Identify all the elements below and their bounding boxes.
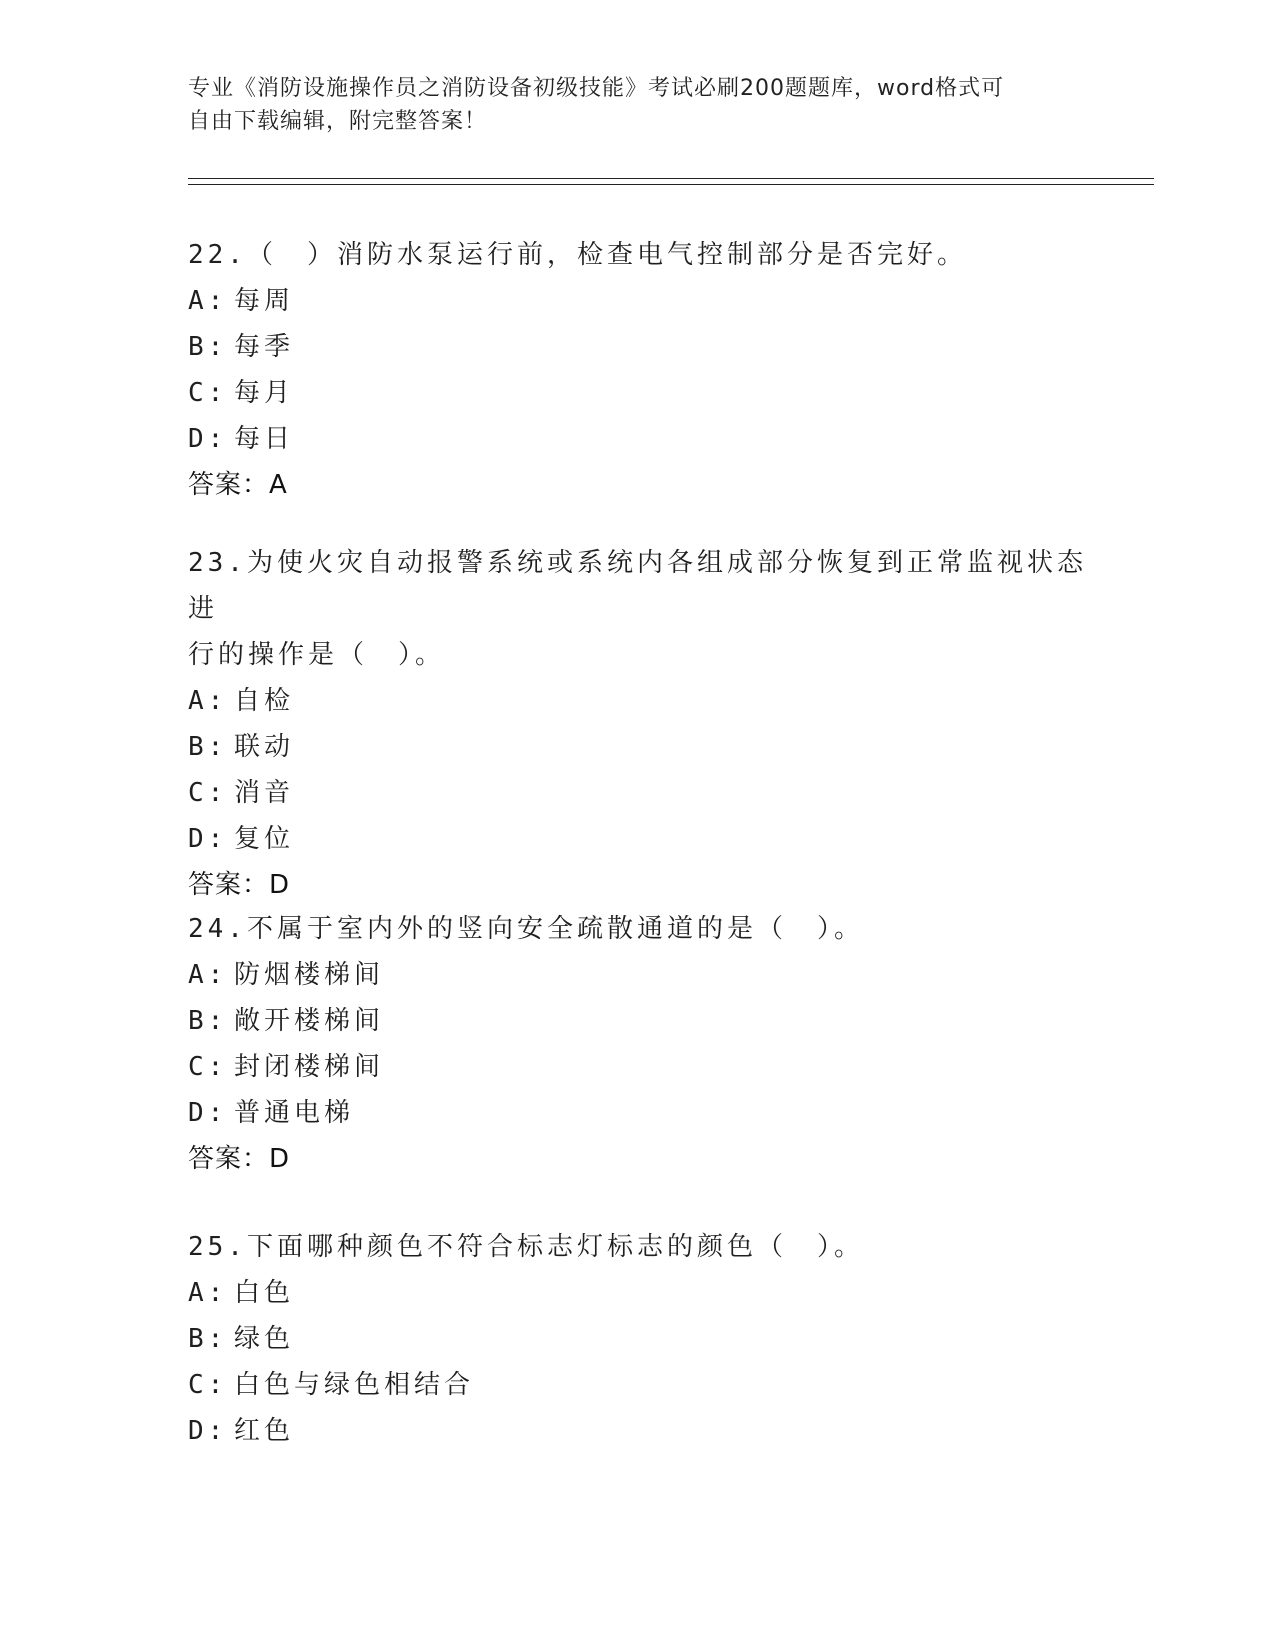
option-key: A: <box>188 686 228 716</box>
answer-line <box>188 862 1088 908</box>
answer-value: A <box>269 470 288 500</box>
header-divider-top <box>188 178 1154 179</box>
question-23 <box>188 540 1088 908</box>
option-a <box>188 952 1088 998</box>
option-text: 封闭楼梯间 <box>234 1052 385 1082</box>
option-text: 防烟楼梯间 <box>234 960 385 990</box>
option-text: 复位 <box>234 824 295 854</box>
option-text: 普通电梯 <box>234 1098 355 1128</box>
option-a <box>188 1270 1088 1316</box>
option-key: A: <box>188 1278 228 1308</box>
question-22 <box>188 232 1088 508</box>
option-text: 敞开楼梯间 <box>234 1006 385 1036</box>
option-d <box>188 1090 1088 1136</box>
option-text: 每季 <box>234 332 295 362</box>
option-key: D: <box>188 1416 228 1446</box>
option-a <box>188 678 1088 724</box>
option-text: 每周 <box>234 286 295 316</box>
option-key: B: <box>188 732 228 762</box>
answer-value: D <box>269 1144 291 1174</box>
option-b <box>188 324 1088 370</box>
option-c <box>188 770 1088 816</box>
option-text: 每日 <box>234 424 295 454</box>
option-key: D: <box>188 1098 228 1128</box>
question-stem: 22.（ ）消防水泵运行前，检查电气控制部分是否完好。 <box>188 240 967 270</box>
option-key: D: <box>188 824 228 854</box>
option-b <box>188 1316 1088 1362</box>
option-key: C: <box>188 1370 228 1400</box>
header-divider-bottom <box>188 184 1154 185</box>
question-stem: 24.不属于室内外的竖向安全疏散通道的是（ ）。 <box>188 914 864 944</box>
option-key: B: <box>188 1324 228 1354</box>
question-24 <box>188 906 1088 1182</box>
option-c <box>188 370 1088 416</box>
answer-label: 答案： <box>188 1144 270 1174</box>
question-stem-line-1: 23.为使火灾自动报警系统或系统内各组成部分恢复到正常监视状态进 <box>188 548 1087 624</box>
option-b <box>188 998 1088 1044</box>
option-text: 消音 <box>234 778 295 808</box>
option-key: A: <box>188 960 228 990</box>
option-text: 绿色 <box>234 1324 295 1354</box>
option-text: 自检 <box>234 686 295 716</box>
option-key: C: <box>188 378 228 408</box>
option-a <box>188 278 1088 324</box>
option-d <box>188 816 1088 862</box>
option-key: C: <box>188 778 228 808</box>
option-key: D: <box>188 424 228 454</box>
option-text: 白色与绿色相结合 <box>234 1370 475 1400</box>
answer-line <box>188 1136 1088 1182</box>
answer-label: 答案： <box>188 470 270 500</box>
header-line-2: 自由下载编辑，附完整答案！ <box>188 109 488 134</box>
option-text: 红色 <box>234 1416 295 1446</box>
answer-line <box>188 462 1088 508</box>
question-stem: 25.下面哪种颜色不符合标志灯标志的颜色（ ）。 <box>188 1232 864 1262</box>
option-b <box>188 724 1088 770</box>
option-key: B: <box>188 1006 228 1036</box>
option-c <box>188 1044 1088 1090</box>
question-stem-line-2: 行的操作是（ ）。 <box>188 640 446 670</box>
option-key: A: <box>188 286 228 316</box>
header-line-1: 专业《消防设施操作员之消防设备初级技能》考试必刷200题题库，word格式可 <box>188 76 1005 101</box>
option-d <box>188 1408 1088 1454</box>
document-header <box>188 72 1088 138</box>
option-text: 白色 <box>234 1278 295 1308</box>
answer-label: 答案： <box>188 870 270 900</box>
option-text: 联动 <box>234 732 295 762</box>
question-25 <box>188 1224 1088 1454</box>
answer-value: D <box>269 870 291 900</box>
option-text: 每月 <box>234 378 295 408</box>
option-c <box>188 1362 1088 1408</box>
option-key: B: <box>188 332 228 362</box>
option-d <box>188 416 1088 462</box>
option-key: C: <box>188 1052 228 1082</box>
